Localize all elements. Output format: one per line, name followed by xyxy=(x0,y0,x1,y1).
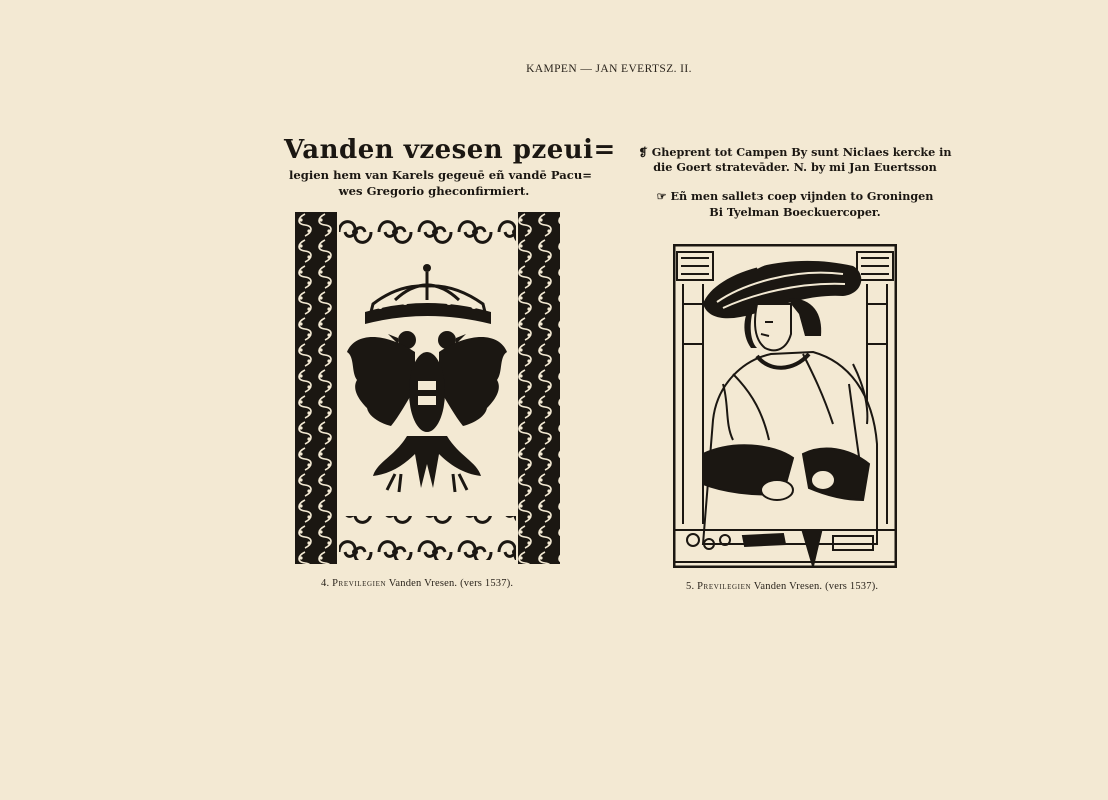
robe xyxy=(703,352,877,544)
right-caption-title: Previlegien xyxy=(697,581,752,592)
right-colophon-line-3: ☞ Eñ men salletз coep vijnden to Groningen xyxy=(656,189,934,203)
left-border-column xyxy=(295,212,337,564)
left-caption-number: 4. xyxy=(321,578,330,589)
right-caption-number: 5. xyxy=(686,581,695,592)
right-colophon-line-4: Bi Tyelman Boeckuercoper. xyxy=(709,205,881,219)
right-caption-date: (vers 1537). xyxy=(825,581,879,592)
left-subtitle-line-1: legien hem van Karels gegeuē eñ vandē Pacu= xyxy=(289,168,592,182)
left-caption-title: Previlegien xyxy=(332,578,387,589)
eagle-body xyxy=(347,331,507,492)
right-colophon-line-1: ❡ Gheprent tot Campen By sunt Niclaes kercke in xyxy=(638,145,952,159)
portrait-woodcut xyxy=(673,244,897,568)
crown xyxy=(365,264,491,324)
right-colophon-line-2: die Goert stratevāder. N. by mi Jan Euertsson xyxy=(653,160,937,174)
right-caption xyxy=(686,581,878,592)
top-frieze xyxy=(339,216,516,260)
left-subtitle-line-2: wes Gregorio gheconfirmiert. xyxy=(338,184,530,198)
left-caption-date: (vers 1537). xyxy=(460,578,514,589)
running-head: KAMPEN — JAN EVERTSZ. II. xyxy=(526,63,692,75)
right-caption-rest: Vanden Vresen. xyxy=(753,581,823,592)
left-caption xyxy=(321,578,513,589)
bottom-frieze xyxy=(339,516,516,560)
left-blackletter-title: Vanden vzesen pzeui= xyxy=(284,135,616,165)
left-caption-rest: Vanden Vresen. xyxy=(388,578,458,589)
eagle-woodcut xyxy=(295,212,560,564)
right-border-column xyxy=(518,212,560,564)
